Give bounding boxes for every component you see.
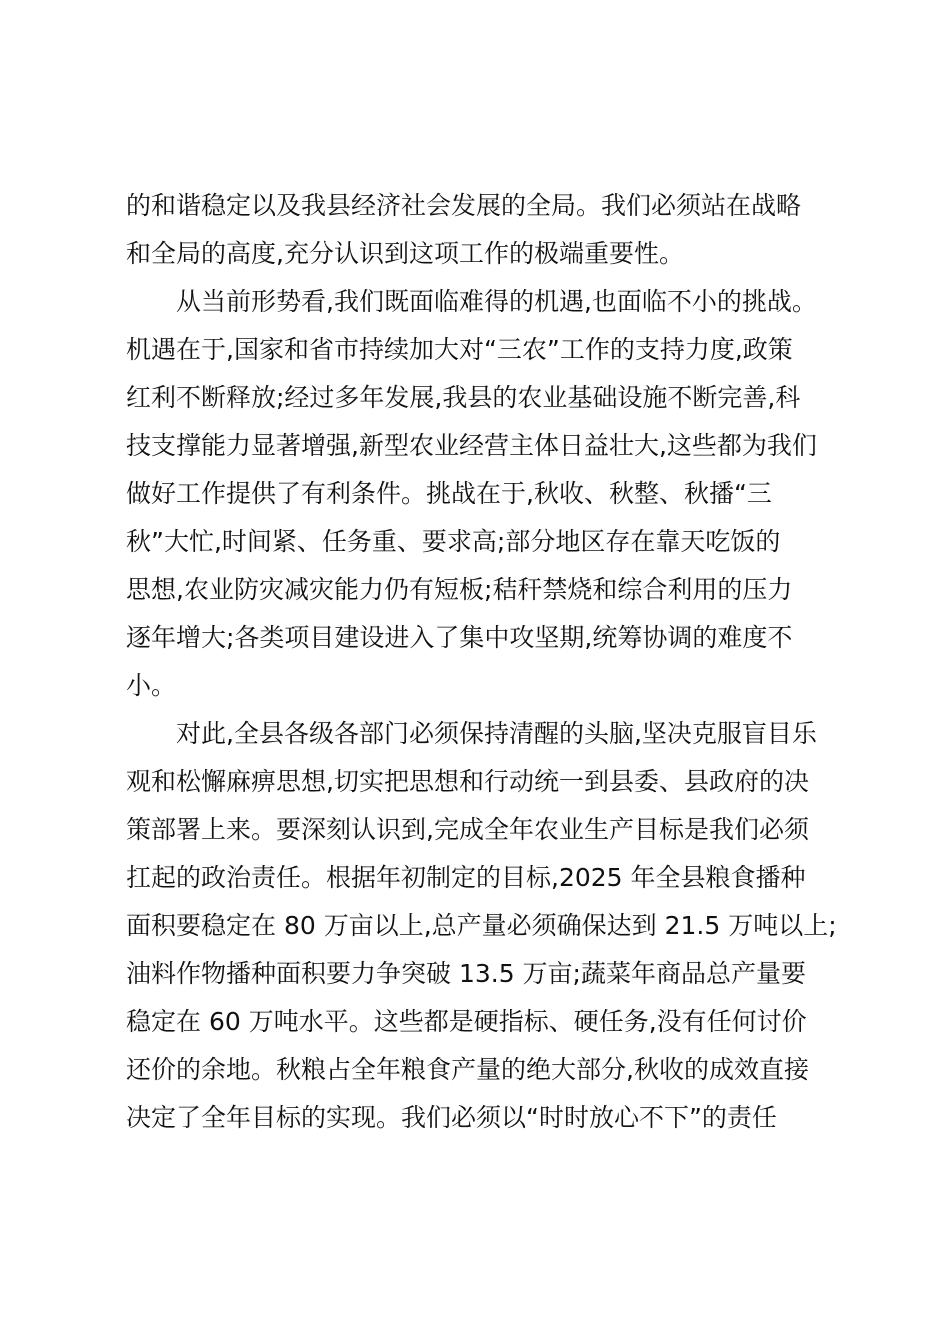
text-line: 机遇在于,国家和省市持续加大对“三农”工作的支持力度,政策 (126, 335, 793, 364)
text-line: 技支撑能力显著增强,新型农业经营主体日益壮大,这些都为我们 (126, 431, 817, 460)
text-line: 策部署上来。要深刻认识到,完成全年农业生产目标是我们必须 (126, 815, 809, 844)
text-line: 和全局的高度,充分认识到这项工作的极端重要性。 (126, 239, 684, 268)
document-body (126, 182, 846, 1142)
text-line: 面积要稳定在 80 万亩以上,总产量必须确保达到 21.5 万吨以上; (126, 911, 837, 940)
text-line: 还价的余地。秋粮占全年粮食产量的绝大部分,秋收的成效直接 (126, 1055, 809, 1084)
text-line: 小。 (126, 671, 177, 700)
text-line: 油料作物播种面积要力争突破 13.5 万亩;蔬菜年商品总产量要 (126, 959, 806, 988)
text-line: 逐年增大;各类项目建设进入了集中攻坚期,统筹协调的难度不 (126, 623, 793, 652)
text-line: 思想,农业防灾减灾能力仍有短板;秸秆禁烧和综合利用的压力 (126, 575, 793, 604)
text-line: 扛起的政治责任。根据年初制定的目标,2025 年全县粮食播种 (126, 863, 806, 892)
text-line: 观和松懈麻痹思想,切实把思想和行动统一到县委、县政府的决 (126, 767, 809, 796)
text-line: 做好工作提供了有利条件。挑战在于,秋收、秋整、秋播“三 (126, 479, 772, 508)
paragraph-start-line: 对此,全县各级各部门必须保持清醒的头脑,坚决克服盲目乐 (176, 719, 817, 748)
text-line: 稳定在 60 万吨水平。这些都是硬指标、硬任务,没有任何讨价 (126, 1007, 807, 1036)
text-line: 决定了全年目标的实现。我们必须以“时时放心不下”的责任 (126, 1103, 777, 1132)
paragraph-start-line: 从当前形势看,我们既面临难得的机遇,也面临不小的挑战。 (176, 287, 817, 316)
text-line: 的和谐稳定以及我县经济社会发展的全局。我们必须站在战略 (126, 191, 802, 220)
text-line: 红利不断释放;经过多年发展,我县的农业基础设施不断完善,科 (126, 383, 801, 412)
text-line: 秋”大忙,时间紧、任务重、要求高;部分地区存在靠天吃饭的 (126, 527, 781, 556)
